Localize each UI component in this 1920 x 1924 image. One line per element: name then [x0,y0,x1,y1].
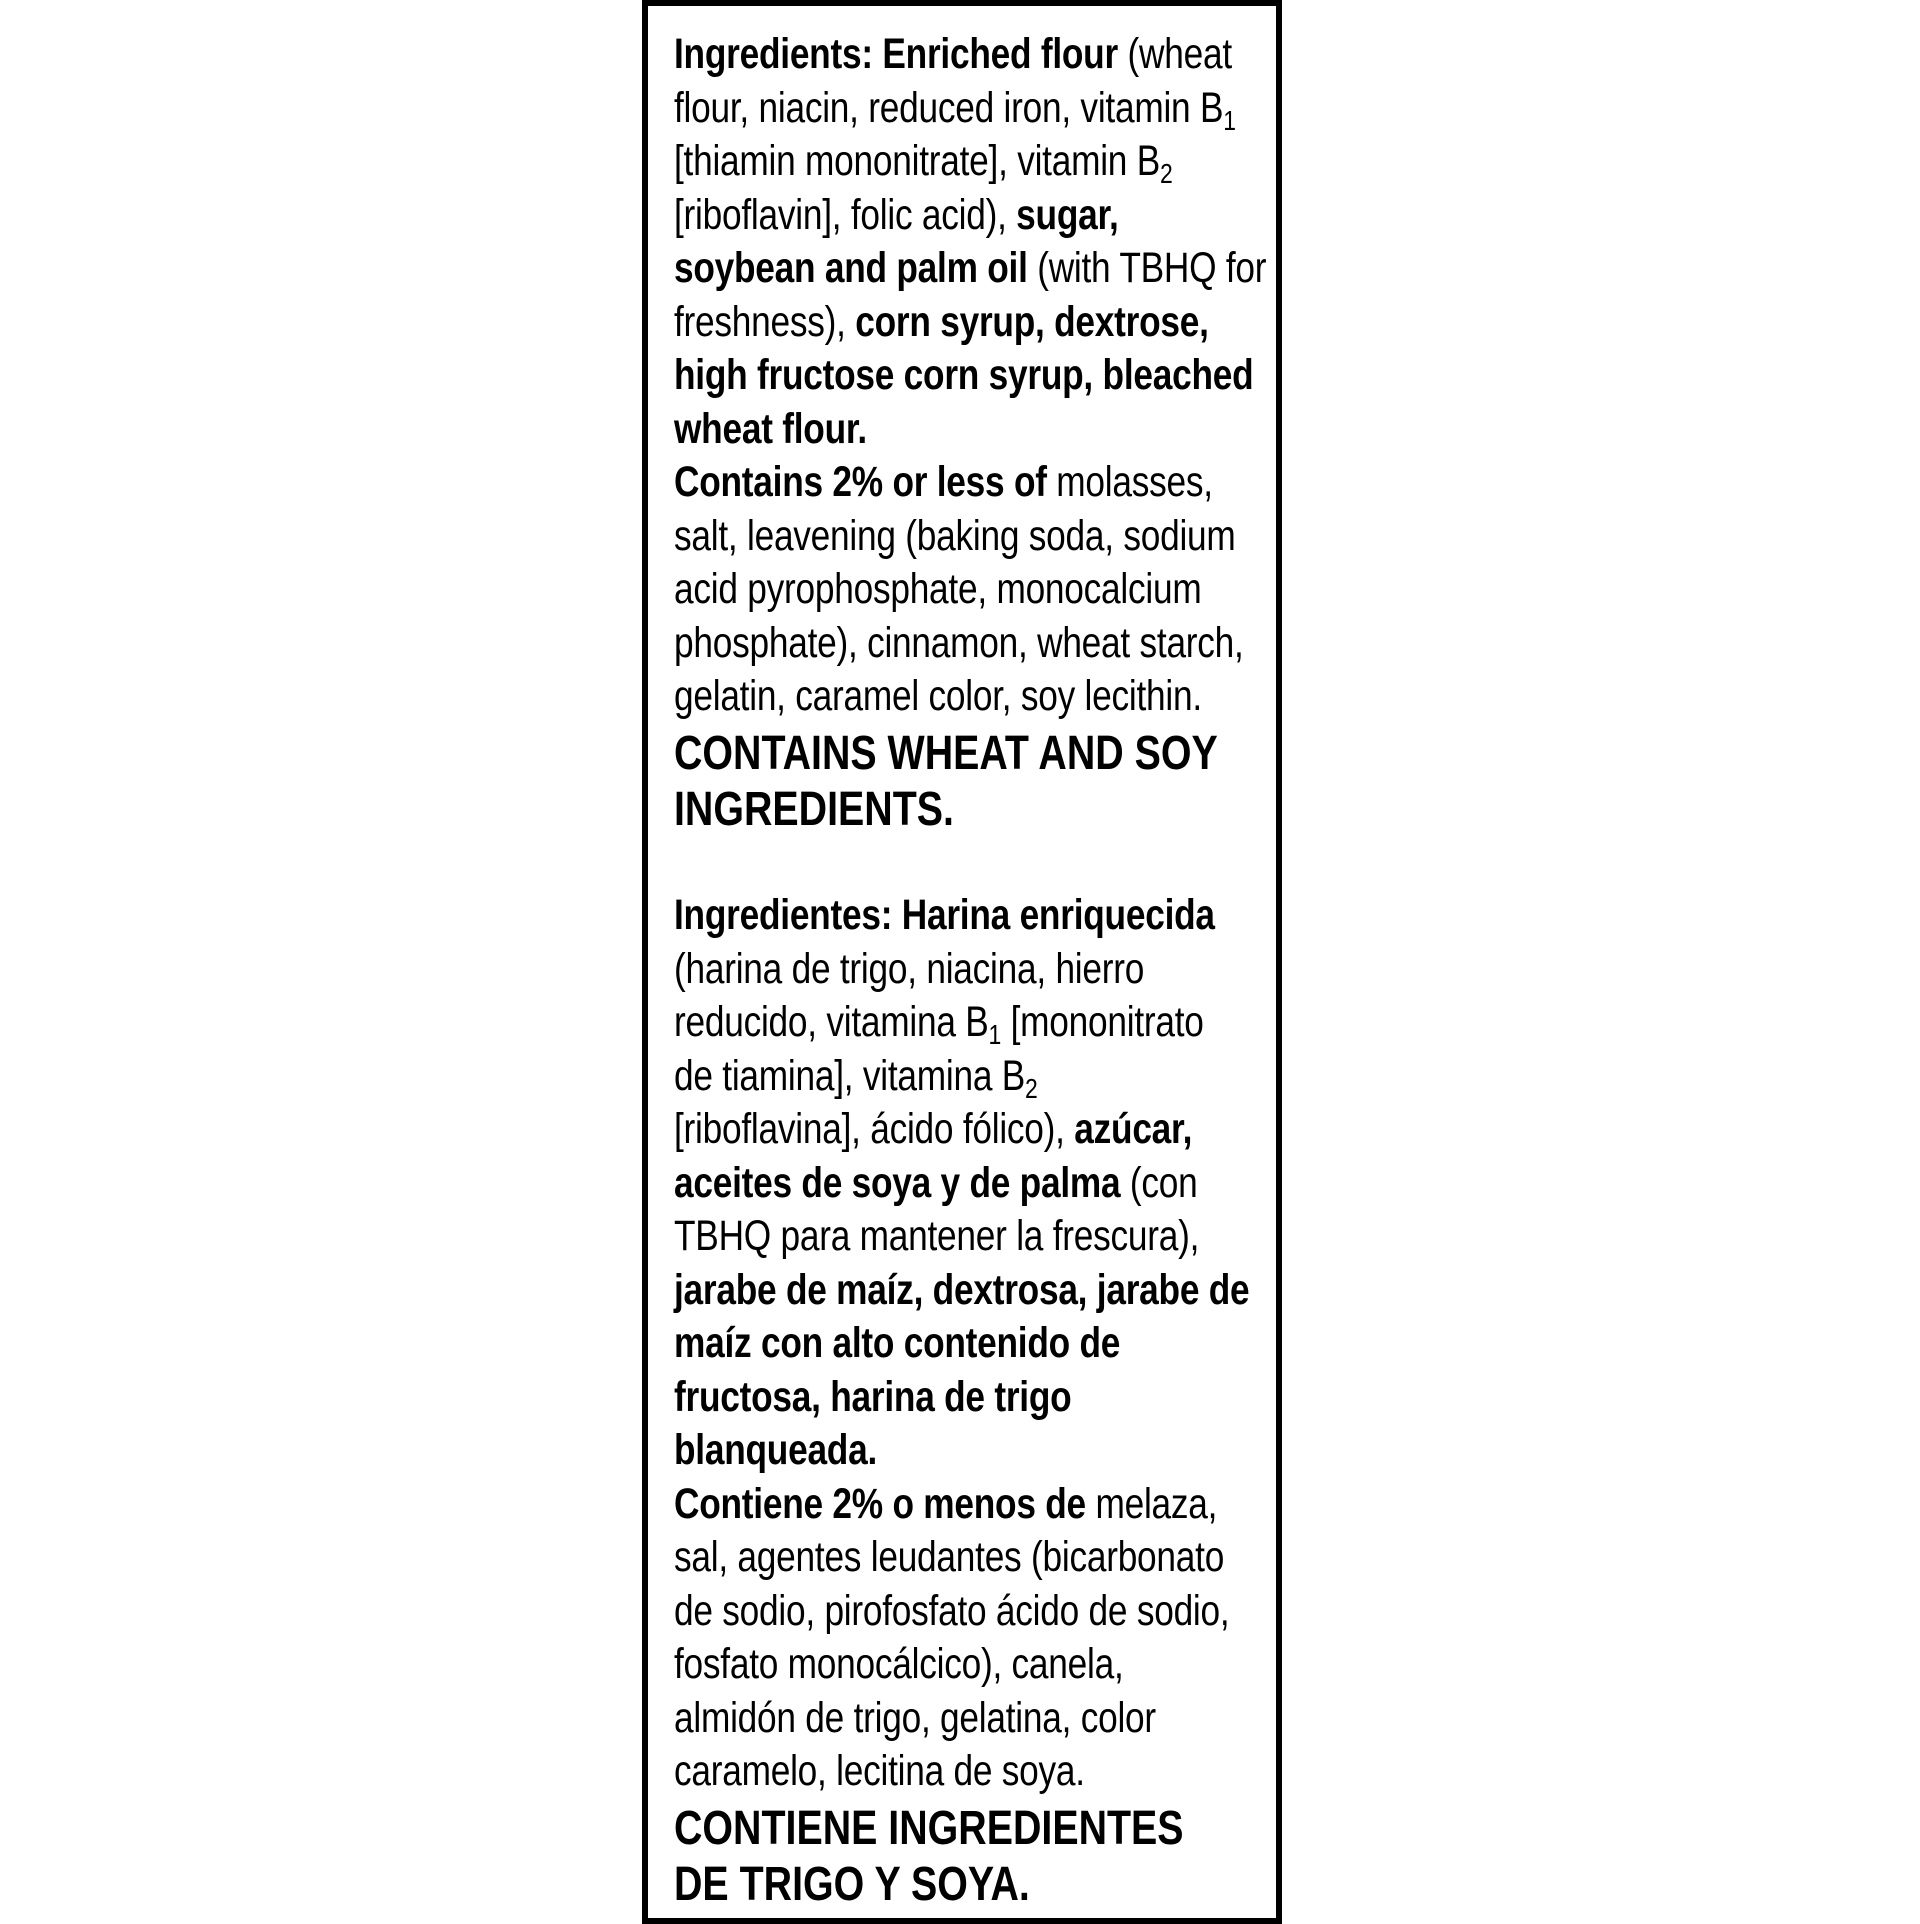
es-contains-label: Contiene 2% o menos de [674,1479,1086,1528]
en-line-2 [674,82,1252,136]
es-minor-line-3: de sodio, pirofosfato ácido de sodio, [674,1586,1230,1635]
es-line-9: maíz con alto contenido de [674,1319,1121,1367]
en-ingredients-label: Ingredients: [674,30,873,78]
spanish-ingredients-paragraph [674,889,1252,1478]
es-vitamin-b2-subscript: 2 [1025,1072,1038,1104]
es-oils-detail-1: (con [1129,1158,1198,1207]
en-allergen-line-2: INGREDIENTS. [674,782,954,836]
en-minor-line-1 [674,456,1252,510]
es-minor-line-1 [674,1478,1252,1532]
es-detail-2b: [mononitrato [1001,998,1204,1046]
es-minor-line-6: caramelo, lecitina de soya. [674,1747,1085,1795]
es-minor-line-4: fosfato monocálcico), canela, [674,1640,1124,1688]
es-allergen-line-1: CONTIENE INGREDIENTES [674,1801,1184,1855]
en-contains-label: Contains 2% or less of [674,458,1047,506]
es-line-3 [674,996,1252,1050]
en-flour-detail-3: [thiamin mononitrate], vitamin B [674,137,1160,185]
spanish-minor-ingredients-paragraph [674,1478,1252,1799]
english-allergen-statement [674,726,1252,838]
en-line-3 [674,135,1252,189]
spanish-allergen-statement [674,1801,1252,1913]
en-minor-1: molasses, [1056,458,1213,506]
en-flour-detail-1: (wheat [1127,30,1232,78]
en-line-5 [674,242,1267,296]
en-flour-detail-4: [riboflavin], folic acid), [674,190,1007,239]
en-line-1 [674,28,1252,82]
es-minor-line-2: sal, agentes leudantes (bicarbonato [674,1533,1225,1581]
en-oils-detail-2: freshness), [674,297,846,346]
en-flour-detail-2: flour, niacin, reduced iron, vitamin B [674,83,1224,132]
en-oils-detail-1: (with TBHQ for [1037,244,1267,292]
en-minor-line-4: phosphate), cinnamon, wheat starch, [674,618,1244,667]
en-minor-line-2: salt, leavening (baking soda, sodium [674,511,1236,560]
en-allergen-line-1: CONTAINS WHEAT AND SOY [674,726,1218,780]
es-sugar: azúcar, [1074,1105,1193,1153]
es-line-4 [674,1050,1252,1104]
es-line-7: TBHQ para mantener la frescura), [674,1212,1200,1260]
en-enriched-flour: Enriched flour [882,30,1118,78]
es-line-5 [674,1103,1252,1157]
en-minor-line-3: acid pyrophosphate, monocalcium [674,565,1202,613]
es-oils: aceites de soya y de palma [674,1158,1121,1207]
es-line-2: (harina de trigo, niacina, hierro [674,944,1145,993]
en-sugar: sugar, [1016,190,1119,239]
en-syrups: corn syrup, dextrose, [855,297,1209,346]
es-line-1 [674,889,1252,943]
english-ingredients-panel [674,28,1267,838]
spanish-ingredients-panel [674,889,1252,1913]
english-ingredients-paragraph [674,28,1267,456]
en-line-6 [674,296,1252,350]
es-detail-2a: reducido, vitamina B [674,998,989,1046]
en-line-4 [674,189,1252,243]
ingredient-label-box [642,0,1282,1924]
en-oils: soybean and palm oil [674,244,1028,292]
es-line-11: blanqueada. [674,1426,878,1474]
en-vitamin-b1-subscript: 1 [1223,104,1236,136]
en-minor-line-5: gelatin, caramel color, soy lecithin. [674,672,1202,720]
en-vitamin-b2-subscript: 2 [1159,158,1173,189]
es-detail-4: [riboflavina], ácido fólico), [674,1105,1065,1153]
es-ingredients-label: Ingredientes: [674,891,893,939]
es-minor-line-5: almidón de trigo, gelatina, color [674,1693,1156,1742]
es-allergen-line-2: DE TRIGO Y SOYA. [674,1857,1030,1911]
en-line-8: wheat flour. [674,404,867,453]
es-vitamin-b1-subscript: 1 [988,1019,1002,1050]
en-line-7: high fructose corn syrup, bleached [674,351,1254,399]
es-minor-1: melaza, [1095,1479,1218,1528]
es-line-8: jarabe de maíz, dextrosa, jarabe de [674,1265,1250,1314]
es-enriched-flour: Harina enriquecida [901,891,1215,939]
english-minor-ingredients-paragraph [674,456,1252,724]
es-detail-3: de tiamina], vitamina B [674,1051,1026,1100]
es-line-6 [674,1157,1252,1211]
es-line-10: fructosa, harina de trigo [674,1372,1072,1421]
